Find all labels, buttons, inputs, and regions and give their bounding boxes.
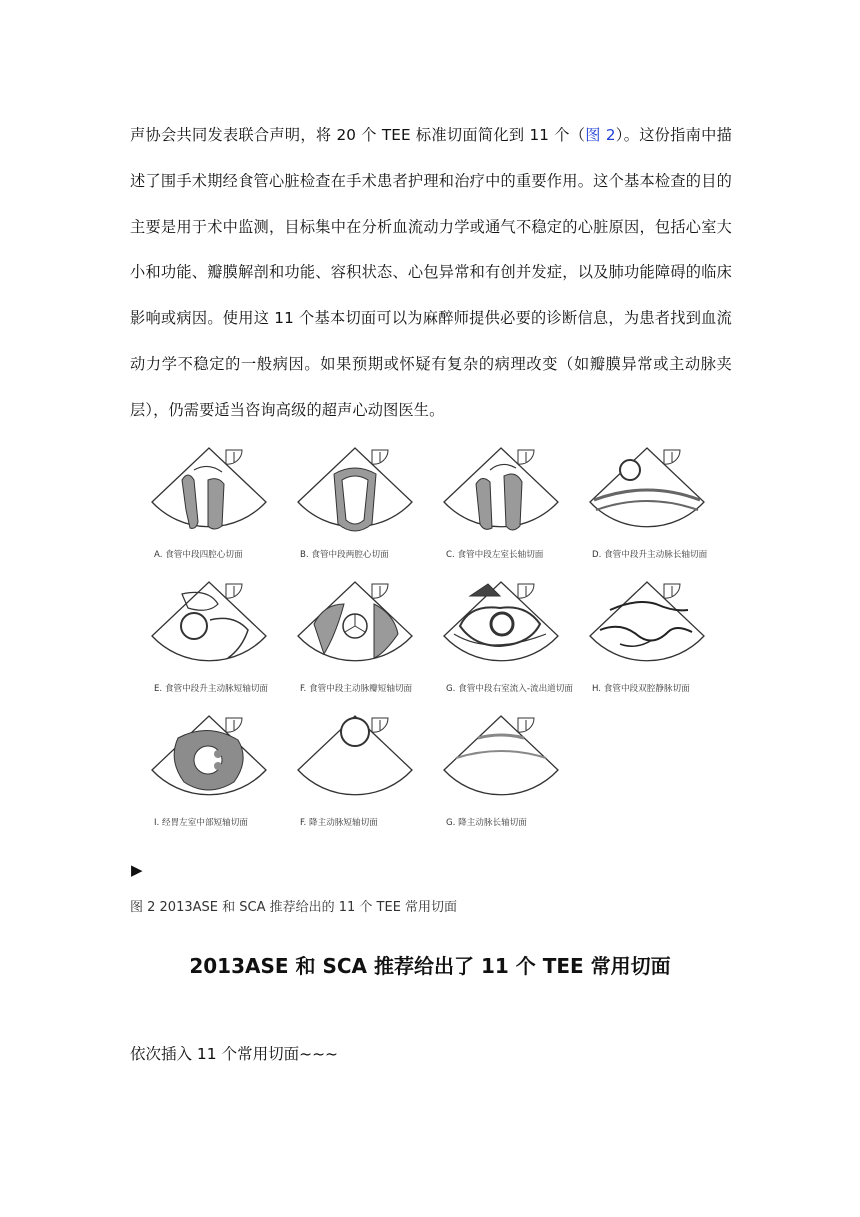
panel-h (576, 574, 718, 708)
panel-caption: H. 食管中段双腔静脉切面 (592, 684, 690, 694)
ascending-aorta-short-axis-diagram (138, 574, 280, 682)
panel-f (284, 574, 426, 708)
tee-views-figure (138, 440, 710, 828)
panel-caption: E. 食管中段升主动脉短轴切面 (154, 684, 269, 694)
paragraph-text-2: ）。这份指南中描述了围手术期经食管心脏检查在手术患者护理和治疗中的重要作用。这个基本检查的目的主要是用于术中监测，目标集中在分析血流动力学或通气不稳定的心脏原因，包括心室大小和功能、瓣膜解剖和功能、容积状态、心包异常和有创并发症，以及肺功能障碍的临床影响或病因。使用这 11 个基本切面可以为麻醉师提供必要的诊断信息，为患者找到血流动力学不稳定的一般病因。如果预期或怀疑有复杂的病理改变（如瓣膜异常或主动脉夹层），仍需要适当咨询高级的超声心动图医生。 (130, 126, 732, 419)
panel-c (430, 440, 572, 574)
figure-caption: 图 2 2013ASE 和 SCA 推荐给出的 11 个 TEE 常用切面 (130, 900, 458, 915)
panel-caption: B. 食管中段两腔心切面 (300, 550, 389, 560)
panel-caption: G. 食管中段右室流入-流出道切面 (446, 684, 573, 694)
paragraph-text-1: 声协会共同发表联合声明，将 20 个 TEE 标准切面简化到 11 个（ (130, 126, 586, 144)
panel-e (138, 574, 280, 708)
panel-caption: G. 降主动脉长轴切面 (446, 818, 527, 828)
panel-i (138, 708, 280, 842)
two-chamber-view-diagram (284, 440, 426, 548)
panel-a (138, 440, 280, 574)
panel-caption: C. 食管中段左室长轴切面 (446, 550, 544, 560)
panel-b (284, 440, 426, 574)
panel-j (284, 708, 426, 842)
panel-d (576, 440, 718, 574)
play-arrow-icon[interactable]: ▶ (131, 861, 143, 879)
lv-long-axis-view-diagram (430, 440, 572, 548)
body-paragraph (130, 113, 732, 434)
four-chamber-view-diagram (138, 440, 280, 548)
figure-reference-link[interactable]: 图 2 (585, 126, 616, 144)
bicaval-view-diagram (576, 574, 718, 682)
panel-caption: F. 食管中段主动脉瓣短轴切面 (300, 684, 413, 694)
panel-caption: F. 降主动脉短轴切面 (300, 818, 378, 828)
rv-inflow-outflow-diagram (430, 574, 572, 682)
ascending-aorta-long-axis-diagram (576, 440, 718, 548)
panel-k (430, 708, 572, 842)
descending-aorta-short-axis-diagram (284, 708, 426, 816)
descending-aorta-long-axis-diagram (430, 708, 572, 816)
section-heading: 2013ASE 和 SCA 推荐给出了 11 个 TEE 常用切面 (189, 954, 671, 978)
panel-caption: I. 经胃左室中部短轴切面 (154, 818, 248, 828)
panel-caption: D. 食管中段升主动脉长轴切面 (592, 550, 708, 560)
panel-g (430, 574, 572, 708)
insert-note: 依次插入 11 个常用切面~~~ (130, 1045, 339, 1063)
panel-caption: A. 食管中段四腔心切面 (154, 550, 243, 560)
aortic-valve-short-axis-diagram (284, 574, 426, 682)
transgastric-mid-sax-diagram (138, 708, 280, 816)
